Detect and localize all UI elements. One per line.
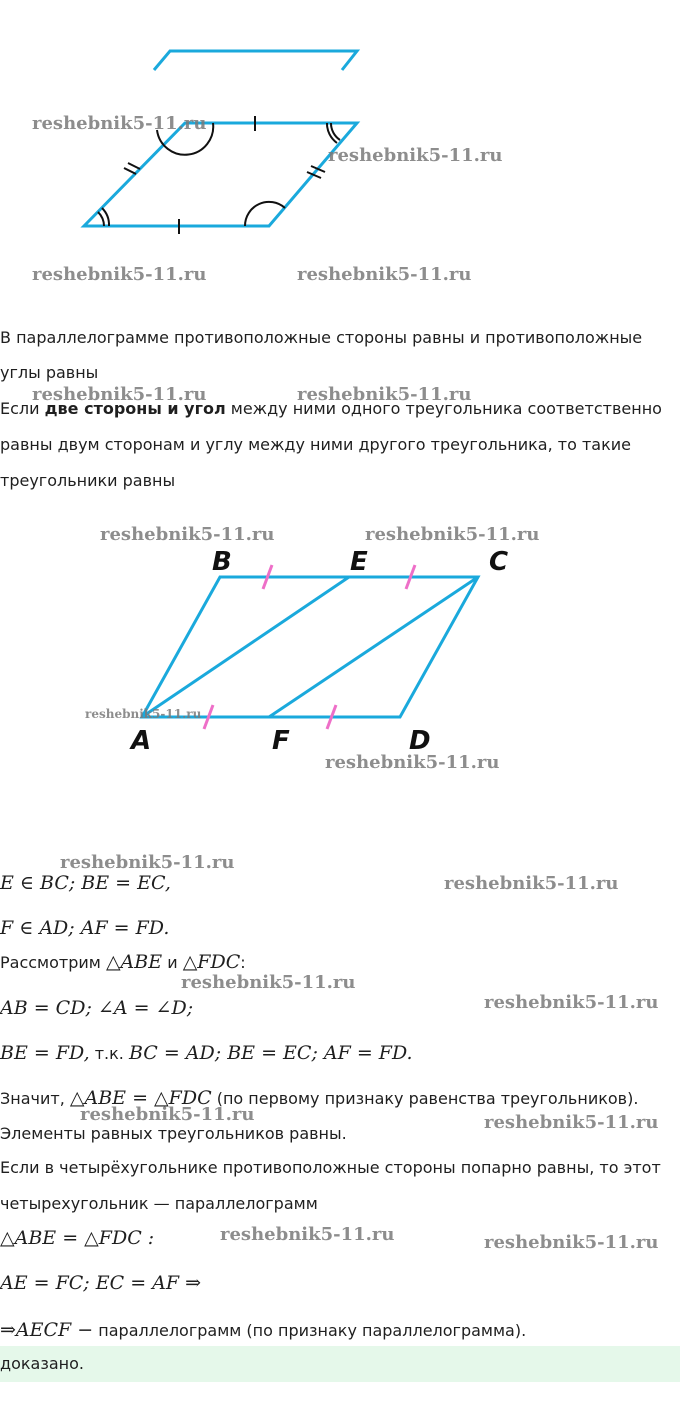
parallelogram-figure-1 bbox=[0, 40, 680, 240]
watermark: reshebnik5-11.ru bbox=[32, 113, 207, 134]
theory-line-3: Если две стороны и угол между ними одного треугольника соответственно bbox=[0, 399, 662, 418]
equation-2: F ∈ AD; AF = FD. bbox=[0, 917, 170, 939]
theory-line-1: В параллелограмме противоположные стороны равны и противоположные bbox=[0, 328, 643, 347]
watermark: reshebnik5-11.ru bbox=[32, 384, 207, 405]
watermark: reshebnik5-11.ru bbox=[325, 752, 500, 773]
bold-phrase: две стороны и угол bbox=[44, 399, 226, 418]
theory-line-2: углы равны bbox=[0, 363, 99, 382]
watermark: reshebnik5-11.ru bbox=[80, 1104, 255, 1125]
watermark: reshebnik5-11.ru bbox=[100, 524, 275, 545]
consider-line: Рассмотрим △ABE и △FDC: bbox=[0, 951, 246, 973]
label-a: A bbox=[131, 726, 152, 756]
proved-box bbox=[0, 1346, 680, 1382]
parallelogram-figure-2 bbox=[0, 540, 680, 760]
parallelogram-outline bbox=[84, 123, 357, 226]
equation-6: AE = FC; EC = AF ⇒ bbox=[0, 1272, 202, 1294]
watermark: reshebnik5-11.ru bbox=[297, 384, 472, 405]
watermark: reshebnik5-11.ru bbox=[220, 1224, 395, 1245]
partial-shape-top bbox=[154, 51, 357, 70]
proved-text: доказано. bbox=[0, 1354, 84, 1373]
theory-line-5: треугольники равны bbox=[0, 471, 176, 490]
equation-5: △ABE = △FDC : bbox=[0, 1227, 155, 1249]
watermark: reshebnik5-11.ru bbox=[444, 873, 619, 894]
segment-fc bbox=[269, 577, 478, 717]
watermark: reshebnik5-11.ru bbox=[484, 992, 659, 1013]
watermark: reshebnik5-11.ru bbox=[32, 264, 207, 285]
segment-ae bbox=[142, 577, 349, 717]
conclusion-line: Значит, △ABE = △FDC (по первому признаку равенства треугольников). bbox=[0, 1087, 639, 1109]
parallelogram-abcd bbox=[142, 577, 478, 717]
watermark: reshebnik5-11.ru bbox=[297, 264, 472, 285]
equation-7: ⇒AECF − параллелограмм (по признаку параллелограмма). bbox=[0, 1319, 527, 1341]
rule-line-1: Если в четырёхугольнике противоположные стороны попарно равны, то этот bbox=[0, 1158, 661, 1177]
label-f: F bbox=[272, 726, 290, 756]
watermark: reshebnik5-11.ru bbox=[365, 524, 540, 545]
equation-3: AB = CD; ∠A = ∠D; bbox=[0, 997, 194, 1019]
watermark: reshebnik5-11.ru bbox=[85, 707, 202, 721]
watermark: reshebnik5-11.ru bbox=[60, 852, 235, 873]
watermark: reshebnik5-11.ru bbox=[484, 1232, 659, 1253]
label-e: E bbox=[350, 547, 368, 577]
label-b: B bbox=[212, 547, 232, 577]
equation-4: BE = FD, т.к. BC = AD; BE = EC; AF = FD. bbox=[0, 1042, 413, 1064]
label-c: C bbox=[489, 547, 509, 577]
watermark: reshebnik5-11.ru bbox=[181, 972, 356, 993]
elements-line: Элементы равных треугольников равны. bbox=[0, 1124, 347, 1143]
label-d: D bbox=[409, 726, 431, 756]
watermark: reshebnik5-11.ru bbox=[484, 1112, 659, 1133]
watermark: reshebnik5-11.ru bbox=[328, 145, 503, 166]
theory-line-4: равны двум сторонам и углу между ними другого треугольника, то такие bbox=[0, 435, 631, 454]
equation-1: E ∈ BC; BE = EC, bbox=[0, 872, 171, 894]
angle-arc-left bbox=[98, 212, 104, 226]
rule-line-2: четырехугольник — параллелограмм bbox=[0, 1194, 318, 1213]
